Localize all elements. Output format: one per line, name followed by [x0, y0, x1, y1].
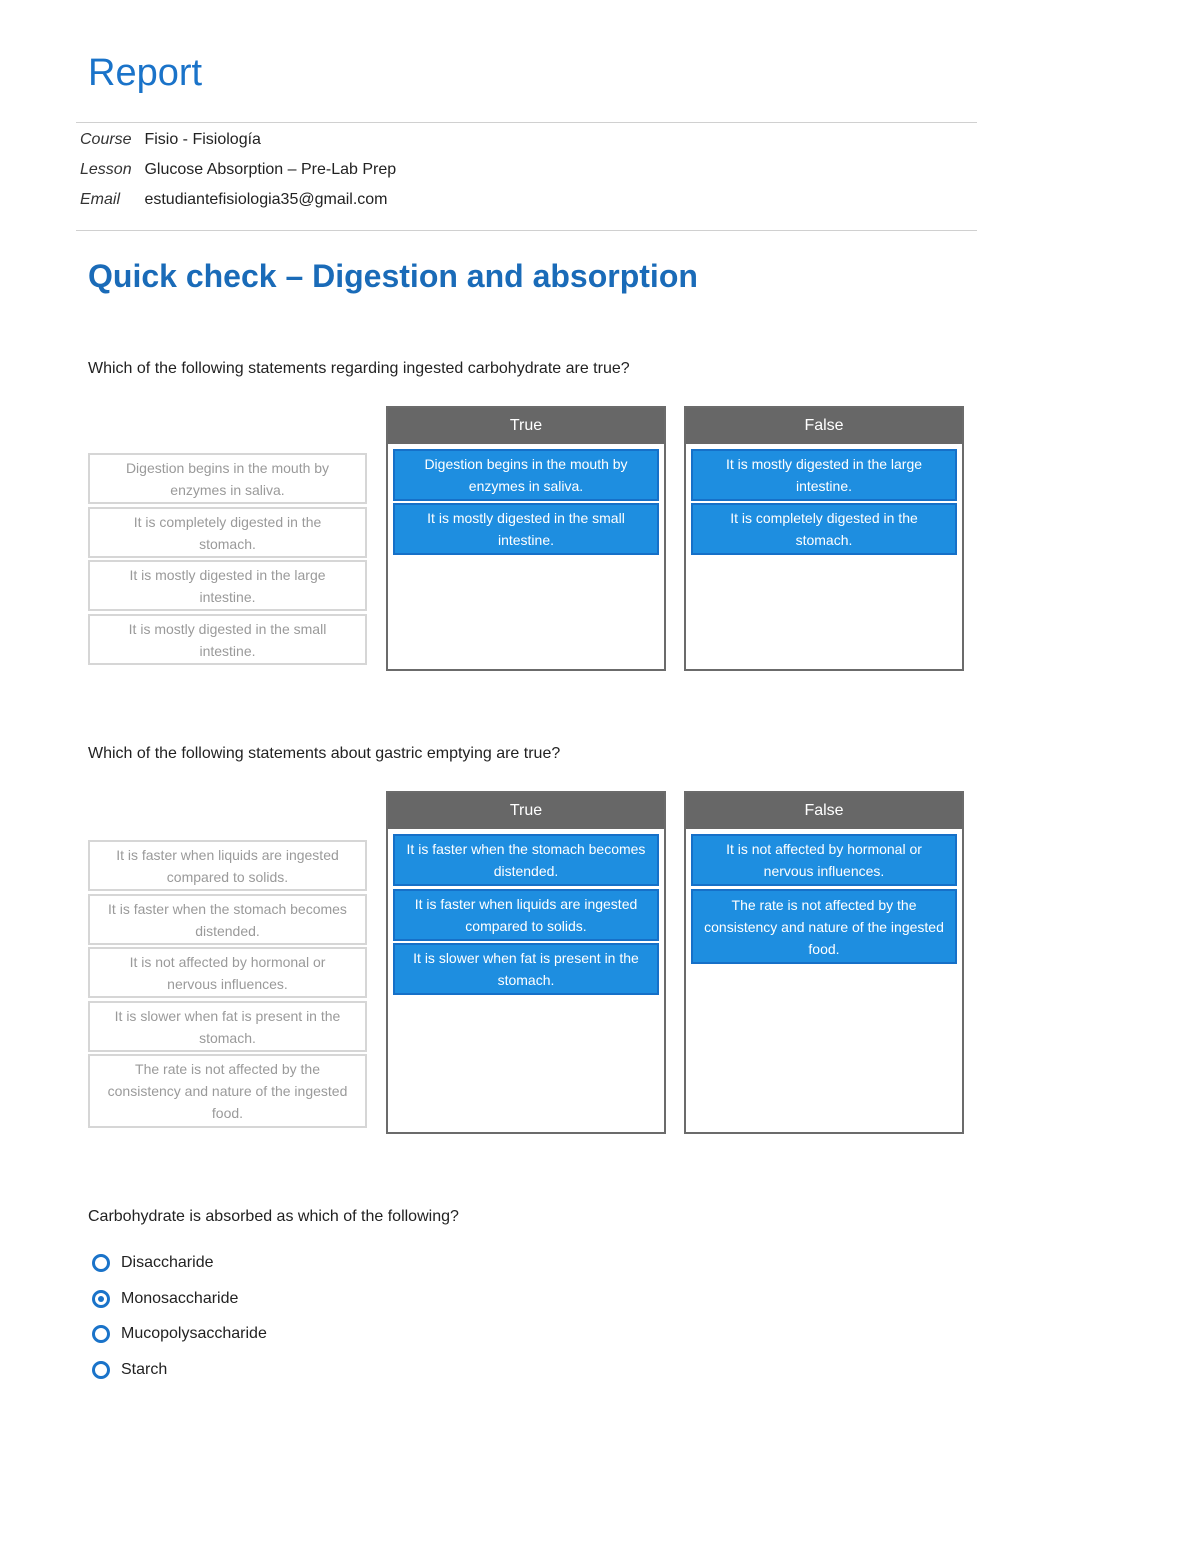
- q2-source-item[interactable]: It is faster when the stomach becomes distended.: [88, 894, 367, 945]
- q1-false-header: False: [686, 408, 962, 444]
- q3-option[interactable]: [92, 1358, 167, 1382]
- section-title: Quick check – Digestion and absorption: [88, 258, 698, 294]
- q1-false-bucket[interactable]: [684, 406, 964, 671]
- q3-option[interactable]: [92, 1251, 213, 1275]
- q3-option[interactable]: [92, 1287, 238, 1311]
- q3-option-label: Disaccharide: [121, 1254, 214, 1271]
- meta-lesson: [80, 160, 396, 180]
- q1-true-card[interactable]: Digestion begins in the mouth by enzymes in saliva.: [393, 449, 659, 501]
- q2-true-header: True: [388, 793, 664, 829]
- q2-false-bucket[interactable]: [684, 791, 964, 1134]
- q2-source-item[interactable]: The rate is not affected by the consistency and nature of the ingested food.: [88, 1054, 367, 1128]
- q2-source-item[interactable]: It is not affected by hormonal or nervous influences.: [88, 947, 367, 998]
- q1-source-item[interactable]: Digestion begins in the mouth by enzymes in saliva.: [88, 453, 367, 504]
- q2-false-card[interactable]: It is not affected by hormonal or nervous influences.: [691, 834, 957, 886]
- meta-lesson-value: Glucose Absorption – Pre-Lab Prep: [144, 161, 397, 178]
- q1-source-item[interactable]: It is mostly digested in the small intestine.: [88, 614, 367, 665]
- divider: [76, 122, 977, 123]
- q2-true-card[interactable]: It is faster when liquids are ingested compared to solids.: [393, 889, 659, 941]
- q1-true-bucket[interactable]: [386, 406, 666, 671]
- meta-email: [80, 190, 388, 210]
- q1-true-card[interactable]: It is mostly digested in the small intestine.: [393, 503, 659, 555]
- q2-false-card[interactable]: The rate is not affected by the consistency and nature of the ingested food.: [691, 889, 957, 964]
- q1-source-item[interactable]: It is completely digested in the stomach.: [88, 507, 367, 558]
- q1-source-item[interactable]: It is mostly digested in the large intestine.: [88, 560, 367, 611]
- radio-icon[interactable]: [92, 1361, 110, 1379]
- q2-true-card[interactable]: It is faster when the stomach becomes distended.: [393, 834, 659, 886]
- meta-email-label: Email: [80, 191, 121, 208]
- question-1-text: Which of the following statements regarding ingested carbohydrate are true?: [88, 360, 630, 377]
- q2-source-item[interactable]: It is slower when fat is present in the stomach.: [88, 1001, 367, 1052]
- meta-course-value: Fisio - Fisiología: [144, 131, 261, 148]
- meta-lesson-label: Lesson: [80, 161, 132, 178]
- q3-option-label: Monosaccharide: [121, 1290, 239, 1307]
- q2-true-bucket[interactable]: [386, 791, 666, 1134]
- radio-icon[interactable]: [92, 1325, 110, 1343]
- radio-icon[interactable]: [92, 1254, 110, 1272]
- q2-false-header: False: [686, 793, 962, 829]
- meta-course: [80, 130, 261, 150]
- q3-option-label: Mucopolysaccharide: [121, 1325, 267, 1342]
- q2-source-item[interactable]: It is faster when liquids are ingested compared to solids.: [88, 840, 367, 891]
- q1-true-header: True: [388, 408, 664, 444]
- meta-course-label: Course: [80, 131, 132, 148]
- radio-checked-icon[interactable]: [92, 1290, 110, 1308]
- q1-false-card[interactable]: It is completely digested in the stomach.: [691, 503, 957, 555]
- question-3-text: Carbohydrate is absorbed as which of the following?: [88, 1208, 459, 1225]
- q3-option[interactable]: [92, 1322, 267, 1346]
- question-2-text: Which of the following statements about gastric emptying are true?: [88, 745, 561, 762]
- report-title: Report: [88, 52, 203, 94]
- q3-option-label: Starch: [121, 1361, 168, 1378]
- divider: [76, 230, 977, 231]
- meta-email-value: estudiantefisiologia35@gmail.com: [144, 191, 388, 208]
- q2-true-card[interactable]: It is slower when fat is present in the stomach.: [393, 943, 659, 995]
- q1-false-card[interactable]: It is mostly digested in the large intestine.: [691, 449, 957, 501]
